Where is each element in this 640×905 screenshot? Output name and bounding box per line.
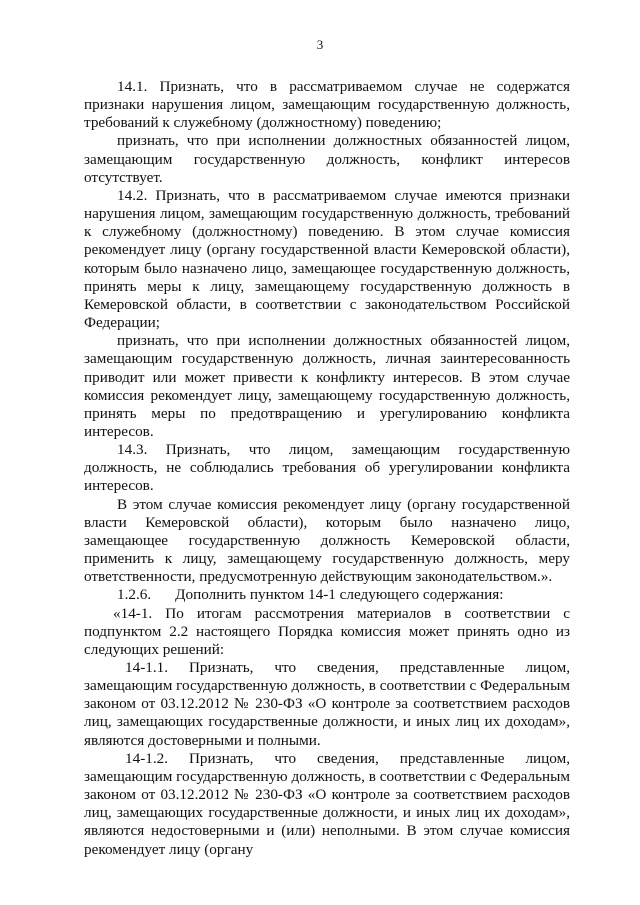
paragraph-14-1-intro: «14-1. По итогам рассмотрения материалов в соответствии с подпунктом 2.2 настоящего Порядка комиссия может принять одно из следующих решений: (84, 604, 570, 658)
paragraph-14-1: 14.1. Признать, что в рассматриваемом случае не содержатся признаки нарушения лицом, замещающим государственную должность, требований к служебному (должностному) поведению; (84, 78, 570, 132)
paragraph-14-2-conflict: признать, что при исполнении должностных обязанностей лицом, замещающим государственную должность, личная заинтересованность приводит или может привести к конфликту интересов. В этом случае комиссия рекомендует лицу, замещающему государственную должность, принять меры по предотвращению и урегулированию конфликта интересов. (84, 332, 570, 440)
paragraph-1-2-6 (84, 586, 570, 604)
paragraph-14-1-no-conflict: признать, что при исполнении должностных обязанностей лицом, замещающим государственную должность, конфликт интересов отсутствует. (84, 132, 570, 186)
item-number: 1.2.6. (117, 586, 152, 604)
page-number: 3 (316, 37, 324, 52)
paragraph-14-3: 14.3. Признать, что лицом, замещающим государственную должность, не соблюдались требования об урегулировании конфликта интересов. (84, 441, 570, 495)
paragraph-14-1-2: 14-1.2. Признать, что сведения, представленные лицом, замещающим государственную должность, в соответствии с Федеральным законом от 03.12.2012 № 230-ФЗ «О контроле за соответствием расходов лиц, замещающих государственные должности, и иных лиц их доходам», являются недостоверными и (или) неполными. В этом случае комиссия рекомендует лицу (органу (84, 749, 570, 858)
document-body (84, 78, 570, 859)
item-text: Дополнить пунктом 14-1 следующего содержания: (175, 586, 504, 604)
paragraph-14-3-recommendation: В этом случае комиссия рекомендует лицу (органу государственной власти Кемеровской области), которым было назначено лицо, замещающее государственную должность Кемеровской области, применить к лицу, замещающему государственную должность, меру ответственности, предусмотренную действующим законодательством.». (84, 495, 570, 586)
paragraph-14-1-1: 14-1.1. Признать, что сведения, представленные лицом, замещающим государственную должность, в соответствии с Федеральным законом от 03.12.2012 № 230-ФЗ «О контроле за соответствием расходов лиц, замещающих государственные должности, и иных лиц их доходам», являются достоверными и полными. (84, 659, 570, 749)
paragraph-14-2: 14.2. Признать, что в рассматриваемом случае имеются признаки нарушения лицом, замещающим государственную должность, требований к служебному (должностному) поведению. В этом случае комиссия рекомендует лицу (органу государственной власти Кемеровской области), которым было назначено лицо, замещающее государственную должность, принять меры к лицу, замещающему государственную должность в Кемеровской области, в соответствии с законодательством Российской Федерации; (84, 186, 570, 332)
